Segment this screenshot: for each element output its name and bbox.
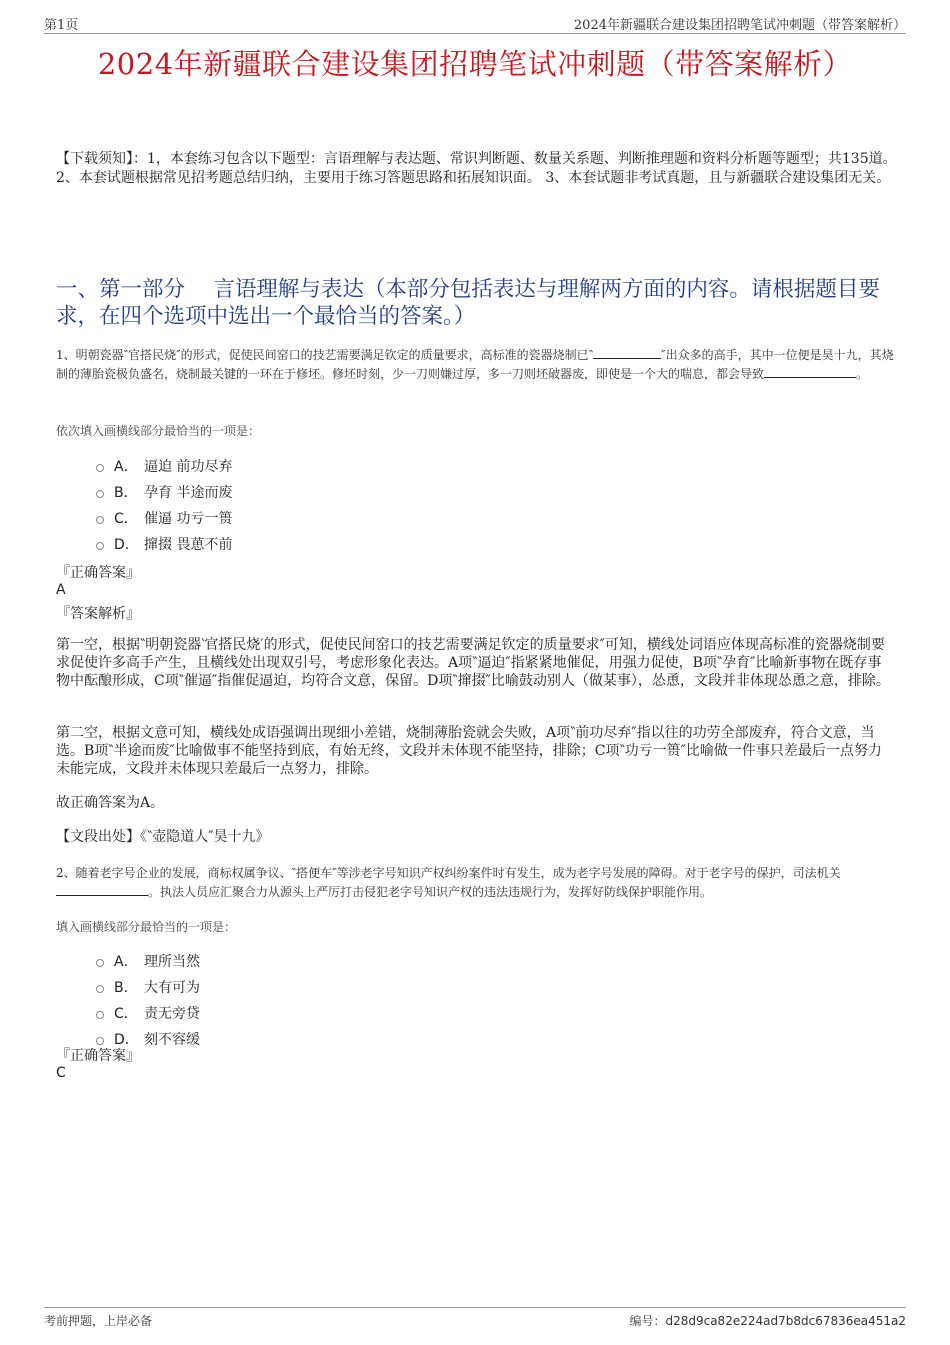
- q2-answer: C: [56, 1065, 66, 1081]
- page-number: 第1页: [44, 18, 79, 33]
- q2-option-b[interactable]: B． 大有可为: [96, 977, 200, 997]
- q2-option-d[interactable]: D． 刻不容缓: [96, 1029, 200, 1049]
- q1-option-b[interactable]: B． 孕育 半途而废: [96, 482, 232, 502]
- footer-slogan: 考前押题，上岸必备: [44, 1314, 153, 1328]
- download-notice: 【下载须知】：1，本套练习包含以下题型：言语理解与表达题、常识判断题、数量关系题、判断推理题和资料分析题等题型；共135道。 2、本套试题根据常见招考题总结归纳，主要用于练习答题思路和拓展知识面。 3、本套试题非考试真题，且与新疆联合建设集团无关。: [56, 151, 897, 186]
- question-1-text: 1、明朝瓷器‶官搭民烧″的形式，促使民间窑口的技艺需要满足钦定的质量要求，高标准的瓷器烧制已‶ ″出众多的高手，其中一位便是昊十九，其烧制的薄胎瓷极负盛名，烧制最关键的一环在于修坯。修坯时刻，少一刀则嫌过厚，多一刀则坯破器废，即使是一个大的喘息，都会导致 。: [56, 348, 894, 381]
- radio-icon[interactable]: [96, 1011, 104, 1019]
- q2-option-c[interactable]: C． 责无旁贷: [96, 1003, 200, 1023]
- footer-divider: [44, 1307, 906, 1308]
- q1-analysis-paragraph-2: 第二空，根据文意可知，横线处成语强调出现细小差错，烧制薄胎瓷就会失败，A项‶前功尽弃″指以往的功劳全部废弃，符合文意，当选。B项‶半途而废″比喻做事不能坚持到底，有始无终，文段并未体现不能坚持，排除；C项‶功亏一篑″比喻做一件事只差最后一点努力未能完成，文段并未体现只差最后一点努力，排除。: [56, 725, 882, 777]
- document-title: 2024年新疆联合建设集团招聘笔试冲刺题（带答案解析）: [97, 47, 853, 81]
- question-1-blank-1: [593, 346, 661, 359]
- footer-code: 编号：d28d9ca82e224ad7b8dc67836ea451a2: [629, 1314, 906, 1328]
- q1-conclusion: 故正确答案为A。: [56, 795, 165, 811]
- q1-answer-label: 『正确答案』: [56, 565, 140, 581]
- question-2-prompt: 填入画横线部分最恰当的一项是：: [56, 920, 237, 934]
- q1-option-c[interactable]: C． 催逼 功亏一篑: [96, 508, 232, 528]
- radio-icon[interactable]: [96, 542, 104, 550]
- header-doc-title: 2024年新疆联合建设集团招聘笔试冲刺题（带答案解析）: [573, 18, 906, 33]
- radio-icon[interactable]: [96, 516, 104, 524]
- radio-icon[interactable]: [96, 959, 104, 967]
- q2-option-a[interactable]: A． 理所当然: [96, 951, 200, 971]
- question-1-prompt: 依次填入画横线部分最恰当的一项是：: [56, 424, 261, 438]
- q1-answer: A: [56, 582, 66, 598]
- q1-option-a[interactable]: A． 逼迫 前功尽弃: [96, 456, 232, 476]
- radio-icon[interactable]: [96, 490, 104, 498]
- radio-icon[interactable]: [96, 464, 104, 472]
- q2-answer-label: 『正确答案』: [56, 1048, 140, 1064]
- section-heading: 一、第一部分 言语理解与表达（本部分包括表达与理解两方面的内容。请根据题目要求，在四个选项中选出一个最恰当的答案。）: [56, 277, 880, 329]
- header-divider: [44, 33, 906, 34]
- radio-icon[interactable]: [96, 1037, 104, 1045]
- question-2-text: 2、随着老字号企业的发展，商标权属争议、‶搭便车″等涉老字号知识产权纠纷案件时有发生，成为老字号发展的障碍。对于老字号的保护，司法机关。执法人员应汇聚合力从源头上严厉打击侵犯老字号知识产权的违法违规行为，发挥好防线保护职能作用。: [56, 866, 841, 899]
- q1-analysis-label: 『答案解析』: [56, 606, 140, 622]
- q1-source: 【文段出处】《‶壶隐道人″昊十九》: [56, 829, 270, 845]
- q1-analysis-paragraph-1: 第一空，根据‶明朝瓷器‵官搭民烧′的形式，促使民间窑口的技艺需要满足钦定的质量要求″可知，横线处词语应体现高标准的瓷器烧制要求促使许多高手产生，且横线处出现双引号，考虑形象化表达。A项‶逼迫″指紧紧地催促，用强力促使，B项‶孕育″比喻新事物在既存事物中酝酿形成，C项‶催逼″指催促逼迫，均符合文意，保留。D项‶撺掇″比喻鼓动别人（做某事），怂恿，文段并非体现怂恿之意，排除。: [56, 637, 890, 689]
- question-2-blank: [56, 883, 148, 896]
- radio-icon[interactable]: [96, 985, 104, 993]
- question-1-blank-2: [764, 365, 856, 378]
- q1-option-d[interactable]: D． 撺掇 畏葸不前: [96, 534, 232, 554]
